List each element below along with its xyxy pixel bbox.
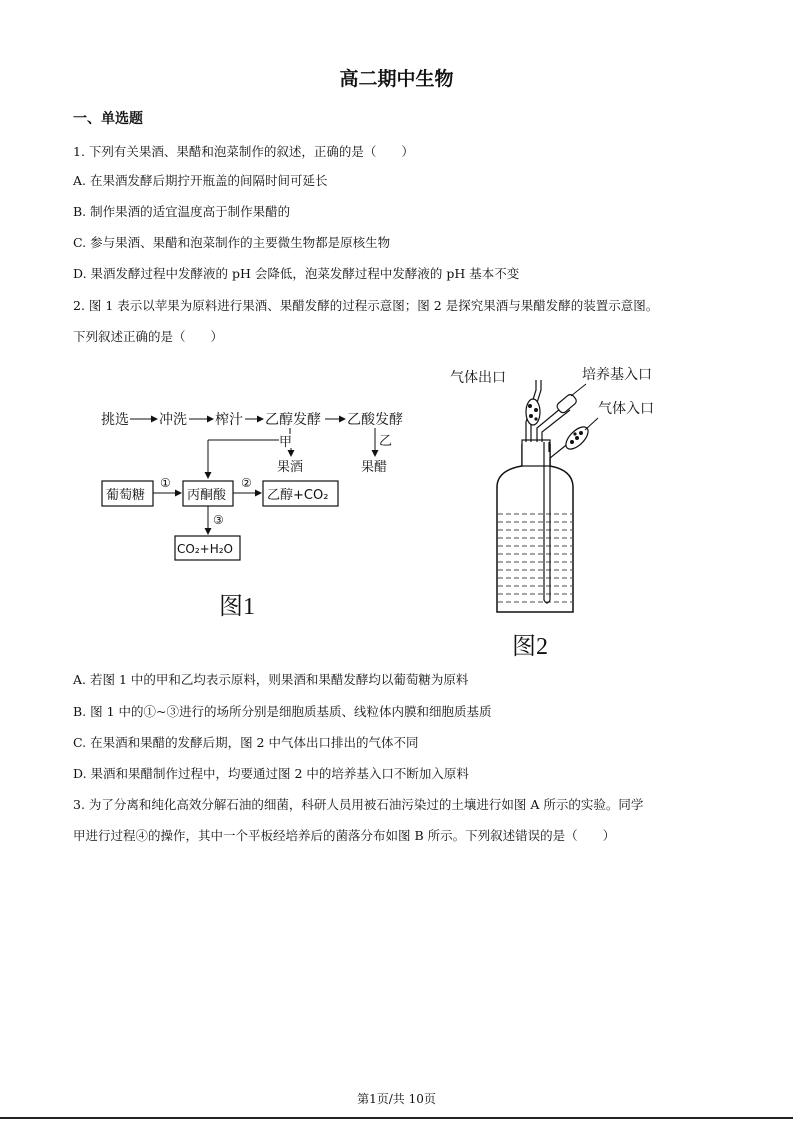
q1-option-a: A. 在果酒发酵后期拧开瓶盖的间隔时间可延长 xyxy=(73,173,328,188)
bottom-rule xyxy=(0,1117,793,1119)
bottle-outline xyxy=(497,444,573,612)
label-gas-outlet: 气体出口 xyxy=(450,370,506,386)
label-co2-h2o: CO₂+H₂O xyxy=(177,542,233,556)
flow-step-juice: 榨汁 xyxy=(215,412,243,428)
page-title: 高二期中生物 xyxy=(339,68,454,90)
figure-2-label: 图2 xyxy=(512,634,548,660)
bottle-liquid xyxy=(498,514,572,602)
label-step1: ① xyxy=(160,476,171,490)
q1-option-d: D. 果酒发酵过程中发酵液的 pH 会降低，泡菜发酵过程中发酵液的 pH 基本不变 xyxy=(73,266,520,281)
q2-option-a: A. 若图 1 中的甲和乙均表示原料，则果酒和果醋发酵均以葡萄糖为原料 xyxy=(73,672,469,687)
figure-1-label: 图1 xyxy=(219,594,255,620)
q2-option-c: C. 在果酒和果醋的发酵后期，图 2 中气体出口排出的气体不同 xyxy=(73,735,419,750)
flow-step-ethanol-fermentation: 乙醇发酵 xyxy=(265,412,321,428)
label-step3: ③ xyxy=(213,513,224,527)
figure-1-diagram xyxy=(95,398,430,568)
q2-option-b: B. 图 1 中的①~③进行的场所分别是细胞质基质、线粒体内膜和细胞质基质 xyxy=(73,704,492,719)
q1-stem: 1. 下列有关果酒、果醋和泡菜制作的叙述，正确的是（ ） xyxy=(73,144,414,159)
gas-outlet-clamp xyxy=(526,399,540,425)
medium-inlet-pointer xyxy=(571,384,586,396)
label-medium-inlet: 培养基入口 xyxy=(582,367,652,383)
q3-stem-line1: 3. 为了分离和纯化高效分解石油的细菌，科研人员用被石油污染过的土壤进行如图 A 所示的实验。同学 xyxy=(73,797,644,812)
gas-inlet-pointer xyxy=(585,418,598,430)
flow-step-wash: 冲洗 xyxy=(159,412,187,428)
label-gas-inlet: 气体入口 xyxy=(598,401,654,417)
q1-option-b: B. 制作果酒的适宜温度高于制作果醋的 xyxy=(73,204,291,219)
label-glucose: 葡萄糖 xyxy=(106,488,146,503)
flow-step-acetic-fermentation: 乙酸发酵 xyxy=(347,412,403,428)
q2-stem-line1: 2. 图 1 表示以苹果为原料进行果酒、果醋发酵的过程示意图；图 2 是探究果酒与果醋发酵的装置示意图。 xyxy=(73,298,659,313)
label-yi: 乙 xyxy=(379,434,393,449)
flow-step-select: 挑选 xyxy=(101,412,129,428)
label-step2: ② xyxy=(241,476,252,490)
bottle-stopper xyxy=(522,440,550,466)
figure-2-apparatus xyxy=(440,362,710,624)
q3-stem-line2: 甲进行过程④的操作，其中一个平板经培养后的菌落分布如图 B 所示。下列叙述错误的是（ ） xyxy=(73,828,616,843)
label-pyruvate: 丙酮酸 xyxy=(187,488,227,503)
page-footer: 第1页/共 10页 xyxy=(357,1092,436,1106)
label-guojiu: 果酒 xyxy=(277,460,304,475)
label-guocu: 果醋 xyxy=(361,460,388,475)
q2-stem-line2: 下列叙述正确的是（ ） xyxy=(73,329,224,344)
label-jia: 甲 xyxy=(279,435,293,450)
label-ethanol-co2: 乙醇+CO₂ xyxy=(267,488,329,503)
section-heading: 一、单选题 xyxy=(73,111,143,127)
medium-inlet-cap xyxy=(555,393,577,414)
q1-option-c: C. 参与果酒、果醋和泡菜制作的主要微生物都是原核生物 xyxy=(73,235,391,250)
q2-option-d: D. 果酒和果醋制作过程中，均要通过图 2 中的培养基入口不断加入原料 xyxy=(73,766,469,781)
